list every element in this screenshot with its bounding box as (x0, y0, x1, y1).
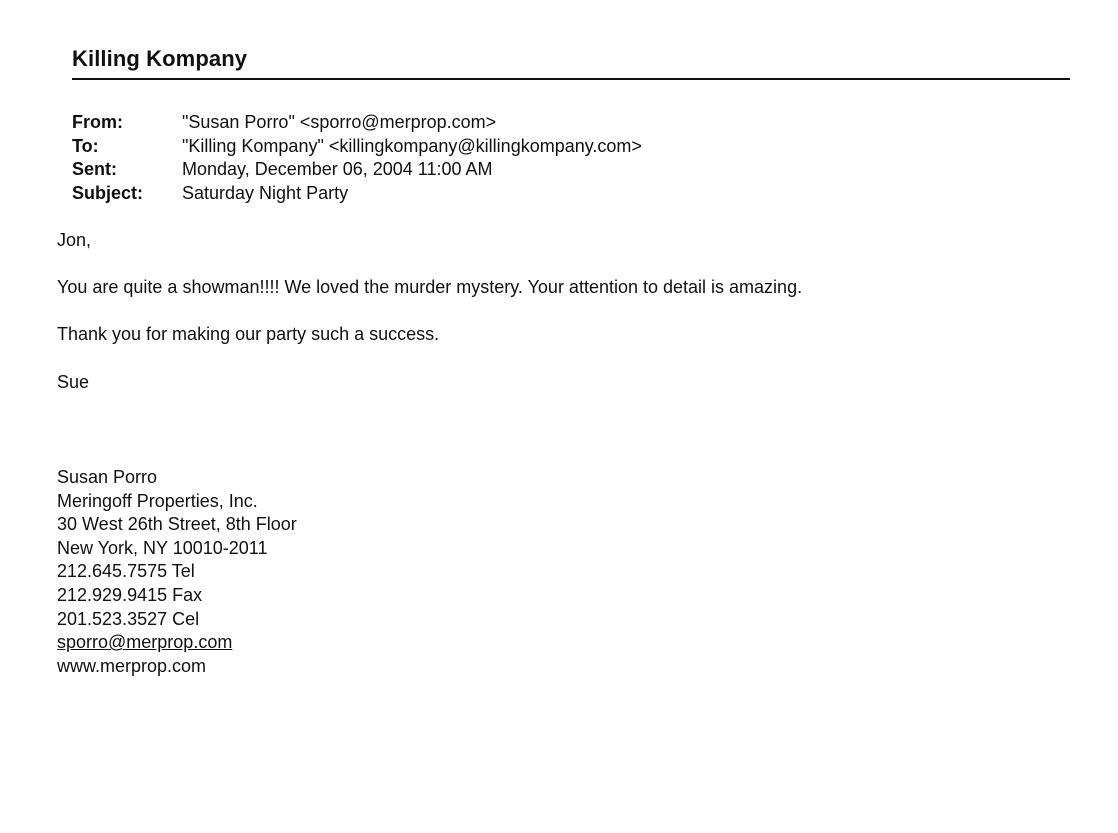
greeting: Jon, (57, 230, 92, 250)
signature-cel: 201.523.3527 Cel (57, 608, 200, 629)
email-headers (72, 111, 642, 205)
signature-street: 30 West 26th Street, 8th Floor (57, 514, 297, 535)
sent-label: Sent: (72, 159, 117, 179)
sent-row (72, 158, 642, 182)
signoff: Sue (57, 372, 90, 392)
to-row (72, 135, 642, 159)
signature-fax: 212.929.9415 Fax (57, 584, 203, 605)
subject-value: Saturday Night Party (182, 182, 349, 203)
signature-block (57, 466, 297, 678)
to-label: To: (72, 135, 99, 156)
signature-name: Susan Porro (57, 467, 158, 487)
body-paragraph-2: Thank you for making our party such a success. (57, 324, 440, 344)
signature-email-link[interactable]: sporro@merprop.com (57, 632, 233, 653)
signature-company: Meringoff Properties, Inc. (57, 490, 258, 511)
subject-label: Subject: (72, 182, 144, 203)
subject-row (72, 182, 642, 206)
to-value: "Killing Kompany" <killingkompany@killingkompany.com> (182, 135, 642, 156)
signature-city: New York, NY 10010-2011 (57, 537, 268, 558)
body-paragraph-1: You are quite a showman!!!! We loved the murder mystery. Your attention to detail is amazing. (57, 277, 803, 297)
from-row (72, 111, 642, 135)
title-rule (72, 78, 1070, 80)
sent-value: Monday, December 06, 2004 11:00 AM (182, 159, 493, 179)
signature-website: www.merprop.com (57, 655, 207, 676)
document-title: Killing Kompany (72, 46, 248, 71)
signature-tel: 212.645.7575 Tel (57, 561, 195, 582)
from-label: From: (72, 112, 123, 132)
from-value: "Susan Porro" <sporro@merprop.com> (182, 112, 497, 132)
